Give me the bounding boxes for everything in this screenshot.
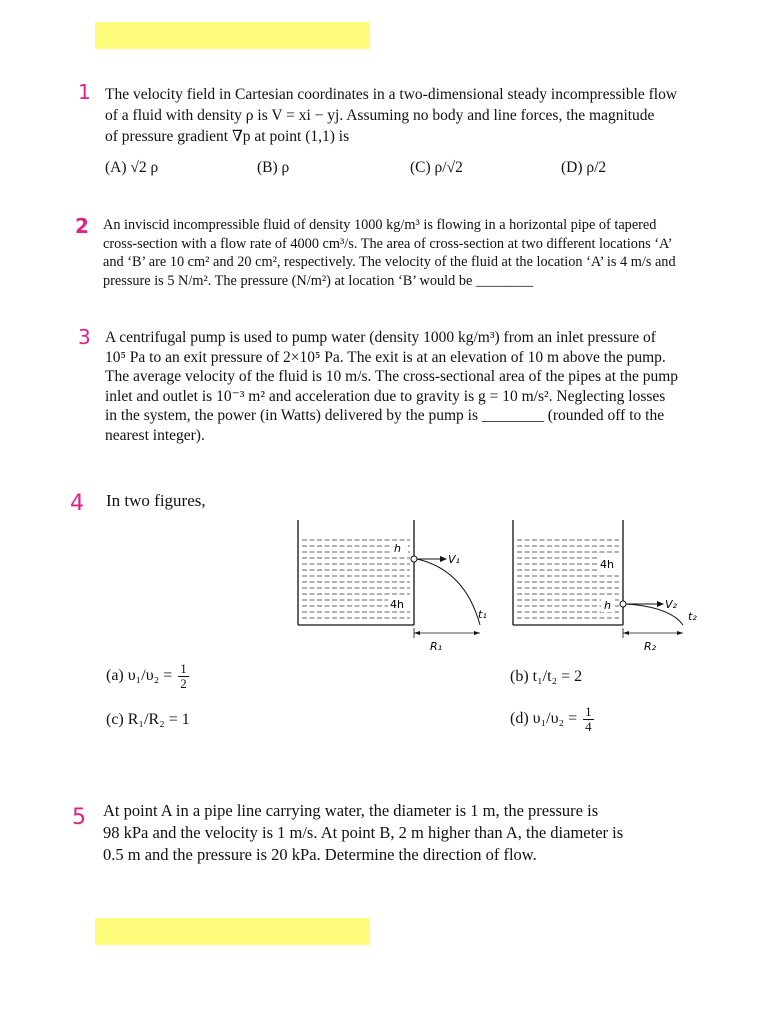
- question-3-text: [105, 328, 678, 445]
- option-a-label: (a) υ₁/υ₂ =: [106, 667, 173, 685]
- option-a-numerator: 1: [180, 661, 187, 676]
- question-1-text: [105, 84, 677, 147]
- option-d-denominator: 4: [585, 719, 592, 734]
- question-number-2: 2: [75, 214, 89, 238]
- question-3-line-5: in the system, the power (in Watts) delivered by the pump is ________ (rounded off to the: [105, 407, 665, 424]
- highlight-bar-top: [95, 22, 370, 49]
- fig2-R-label: R₂: [644, 640, 657, 653]
- question-5-text: [103, 800, 623, 866]
- option-a-fraction: [178, 662, 189, 691]
- tank-figure-2: [505, 515, 715, 655]
- question-5-line-3: 0.5 m and the pressure is 20 kPa. Determine the direction of flow.: [103, 845, 537, 864]
- question-number-5: 5: [72, 805, 86, 830]
- fig1-depth-label: 4h: [390, 598, 404, 611]
- fig1-t-label: t₁: [478, 608, 487, 621]
- question-4-option-a: [106, 662, 189, 691]
- option-a-denominator: 2: [180, 676, 187, 691]
- question-4-intro: In two figures,: [106, 491, 206, 510]
- question-2-line-1: An inviscid incompressible fluid of density 1000 kg/m³ is flowing in a horizontal pipe of tapered: [103, 217, 657, 233]
- option-d-numerator: 1: [585, 704, 592, 719]
- highlight-bar-bottom: [95, 918, 370, 945]
- fig2-v-label: V₂: [665, 598, 677, 611]
- fig1-h-label: h: [394, 542, 401, 555]
- question-2-text: [103, 216, 676, 290]
- option-d-label: (d) υ₁/υ₂ =: [510, 710, 578, 728]
- question-1-options: [105, 159, 705, 181]
- tank-figure-1: [290, 515, 500, 655]
- question-2-line-4: pressure is 5 N/m². The pressure (N/m²) at location ‘B’ would be ________: [103, 272, 534, 289]
- question-1-line-2: of a fluid with density ρ is V = xi − yj. Assuming no body and line forces, the magnitude: [105, 107, 655, 124]
- question-number-1: 1: [78, 80, 91, 104]
- question-4-option-c: (c) R₁/R₂ = 1: [106, 711, 190, 728]
- question-5-line-2: 98 kPa and the velocity is 1 m/s. At point B, 2 m higher than A, the diameter is: [103, 823, 624, 842]
- option-a: (A) √2 ρ: [105, 159, 159, 176]
- question-3-line-4: inlet and outlet is 10⁻³ m² and acceleration due to gravity is g = 10 m/s². Neglecting losses: [105, 387, 666, 405]
- question-2-line-3: and ‘B’ are 10 cm² and 20 cm², respectively. The velocity of the fluid at the location ‘A’ is 4 m/s and: [103, 254, 676, 270]
- option-b: (B) ρ: [257, 159, 290, 176]
- question-2-line-2: cross-section with a flow rate of 4000 cm³/s. The area of cross-section at two different locations ‘A’: [103, 235, 673, 252]
- fig2-h-label: h: [604, 599, 611, 612]
- question-3-line-1: A centrifugal pump is used to pump water (density 1000 kg/m³) from an inlet pressure of: [105, 329, 656, 346]
- question-3-line-3: The average velocity of the fluid is 10 m/s. The cross-sectional area of the pipes at the pump: [105, 368, 679, 385]
- fig1-v-label: V₁: [448, 553, 460, 566]
- fig2-t-label: t₂: [688, 610, 697, 623]
- fig2-depth-label: 4h: [600, 558, 614, 571]
- question-4-option-b: (b) t₁/t₂ = 2: [510, 668, 583, 685]
- question-number-4: 4: [70, 491, 84, 516]
- option-d-fraction: [583, 705, 594, 734]
- question-5-line-1: At point A in a pipe line carrying water, the diameter is 1 m, the pressure is: [103, 801, 599, 820]
- question-1-line-1: The velocity field in Cartesian coordinates in a two-dimensional steady incompressible flow: [105, 86, 678, 103]
- option-c: (C) ρ/√2: [410, 159, 463, 176]
- question-number-3: 3: [78, 325, 91, 349]
- fig1-R-label: R₁: [430, 640, 443, 653]
- question-1-line-3: of pressure gradient ∇p at point (1,1) is: [105, 128, 350, 145]
- option-d: (D) ρ/2: [561, 159, 607, 176]
- question-4-option-d: [510, 705, 594, 734]
- question-3-line-2: 10⁵ Pa to an exit pressure of 2×10⁵ Pa. The exit is at an elevation of 10 m above the pump.: [105, 348, 666, 366]
- question-3-line-6: nearest integer).: [105, 426, 205, 444]
